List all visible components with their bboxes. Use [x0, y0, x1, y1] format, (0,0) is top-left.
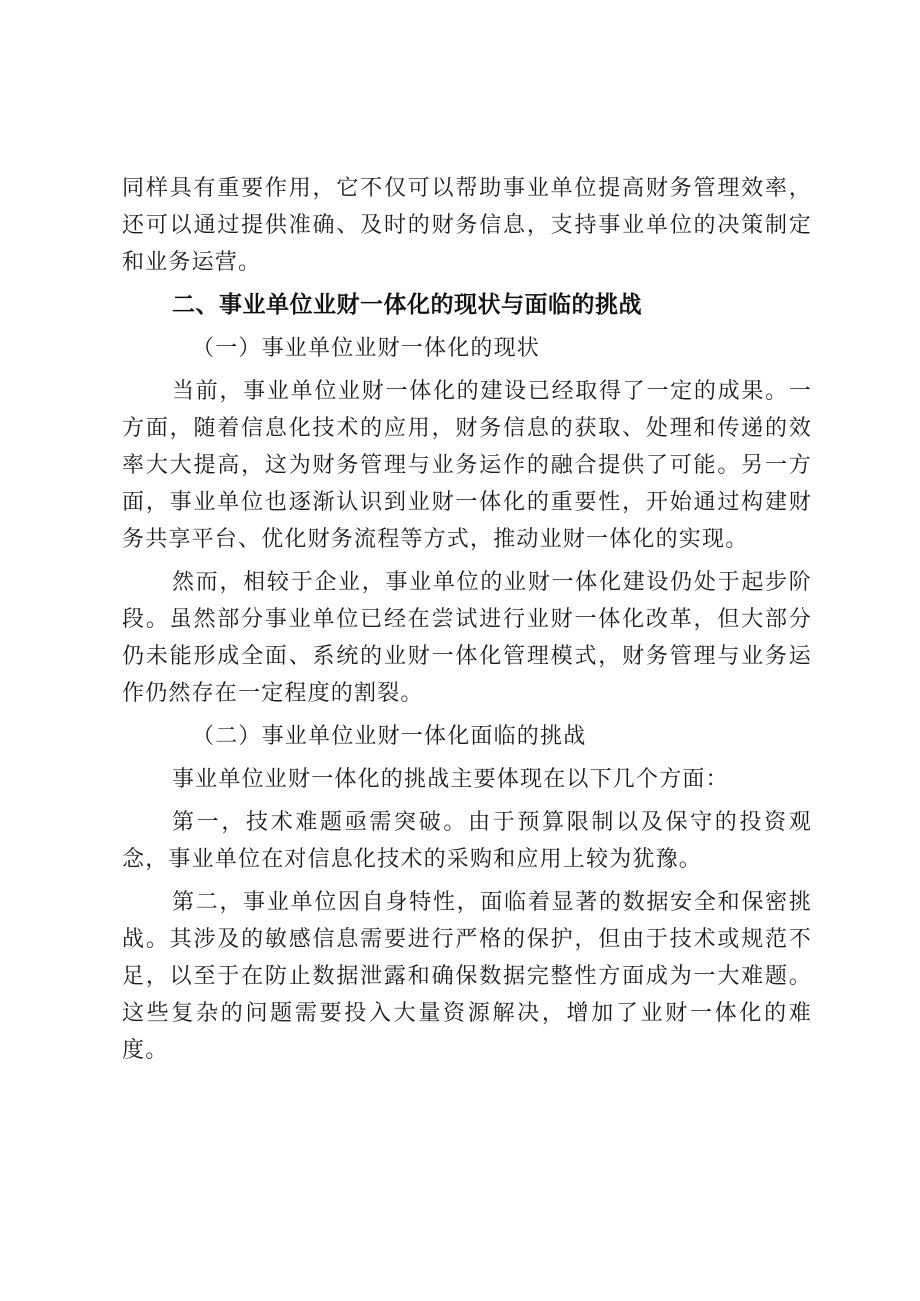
subsection-heading-current-status: （一）事业单位业财一体化的现状 [192, 336, 541, 361]
paragraph-continuation: 同样具有重要作用，它不仅可以帮助事业单位提高财务管理效率，还可以通过提供准确、及时的财务信息，支持事业单位的决策制定和业务运营。 [122, 176, 812, 275]
paragraph-early-stage: 然而，相较于企业，事业单位的业财一体化建设仍处于起步阶段。虽然部分事业单位已经在尝试进行业财一体化改革，但大部分仍未能形成全面、系统的业财一体化管理模式，财务管理与业务运作仍然存在一定程度的割裂。 [122, 570, 812, 706]
paragraph-challenges-intro: 事业单位业财一体化的挑战主要体现在以下几个方面： [172, 767, 729, 792]
paragraph-challenge-second: 第二，事业单位因自身特性，面临着显著的数据安全和保密挑战。其涉及的敏感信息需要进行严格的保护，但由于技术或规范不足，以至于在防止数据泄露和确保数据完整性方面成为一大难题。这些复杂的问题需要投入大量资源解决，增加了业财一体化的难度。 [122, 890, 812, 1063]
section-heading: 二、事业单位业财一体化的现状与面临的挑战 [172, 292, 642, 318]
subsection-heading-challenges: （二）事业单位业财一体化面临的挑战 [192, 724, 587, 749]
paragraph-challenge-first: 第一，技术难题亟需突破。由于预算限制以及保守的投资观念，事业单位在对信息化技术的采购和应用上较为犹豫。 [122, 810, 812, 872]
paragraph-current-achievements: 当前，事业单位业财一体化的建设已经取得了一定的成果。一方面，随着信息化技术的应用，财务信息的获取、处理和传递的效率大大提高，这为财务管理与业务运作的融合提供了可能。另一方面，事业单位也逐渐认识到业财一体化的重要性，开始通过构建财务共享平台、优化财务流程等方式，推动业财一体化的实现。 [122, 379, 812, 552]
document-body [122, 170, 812, 1075]
